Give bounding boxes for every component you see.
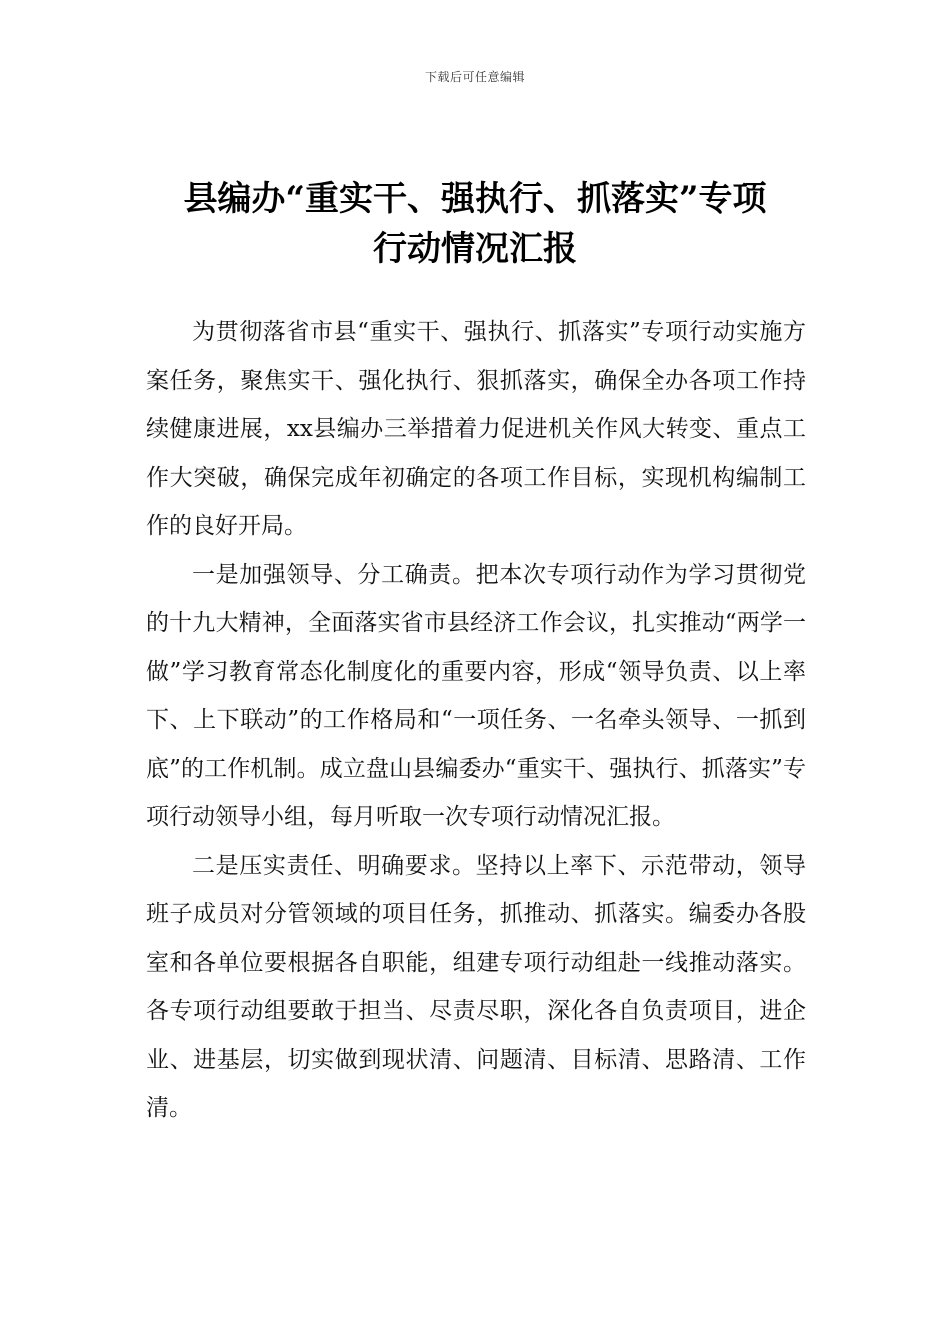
document-title-line-1: 县编办“重实干、强执行、抓落实”专项	[183, 179, 767, 219]
document-title-line-2: 行动情况汇报	[373, 229, 577, 269]
paragraph-measure-2: 二是压实责任、明确要求。坚持以上率下、示范带动，领导班子成员对分管领域的项目任务，抓推动、抓落实。编委办各股室和各单位要根据各自职能，组建专项行动组赴一线推动落实。各专项行动组要敢于担当、尽责尽职，深化各自负责项目，进企业、进基层，切实做到现状清、问题清、目标清、思路清、工作清。	[146, 852, 806, 1121]
paragraph-measure-1: 一是加强领导、分工确责。把本次专项行动作为学习贯彻党的十九大精神，全面落实省市县经济工作会议，扎实推动“两学一做”学习教育常态化制度化的重要内容，形成“领导负责、以上率下、上下联动”的工作格局和“一项任务、一名牵头领导、一抓到底”的工作机制。成立盘山县编委办“重实干、强执行、抓落实”专项行动领导小组，每月听取一次专项行动情况汇报。	[146, 561, 806, 830]
paragraph-intro: 为贯彻落省市县“重实干、强执行、抓落实”专项行动实施方案任务，聚焦实干、强化执行、狠抓落实，确保全办各项工作持续健康进展，xx县编办三举措着力促进机关作风大转变、重点工作大突破，确保完成年初确定的各项工作目标，实现机构编制工作的良好开局。	[146, 319, 806, 539]
page-header-note: 下载后可任意编辑	[424, 70, 525, 84]
document-body	[146, 308, 806, 1133]
document-title	[120, 174, 830, 274]
